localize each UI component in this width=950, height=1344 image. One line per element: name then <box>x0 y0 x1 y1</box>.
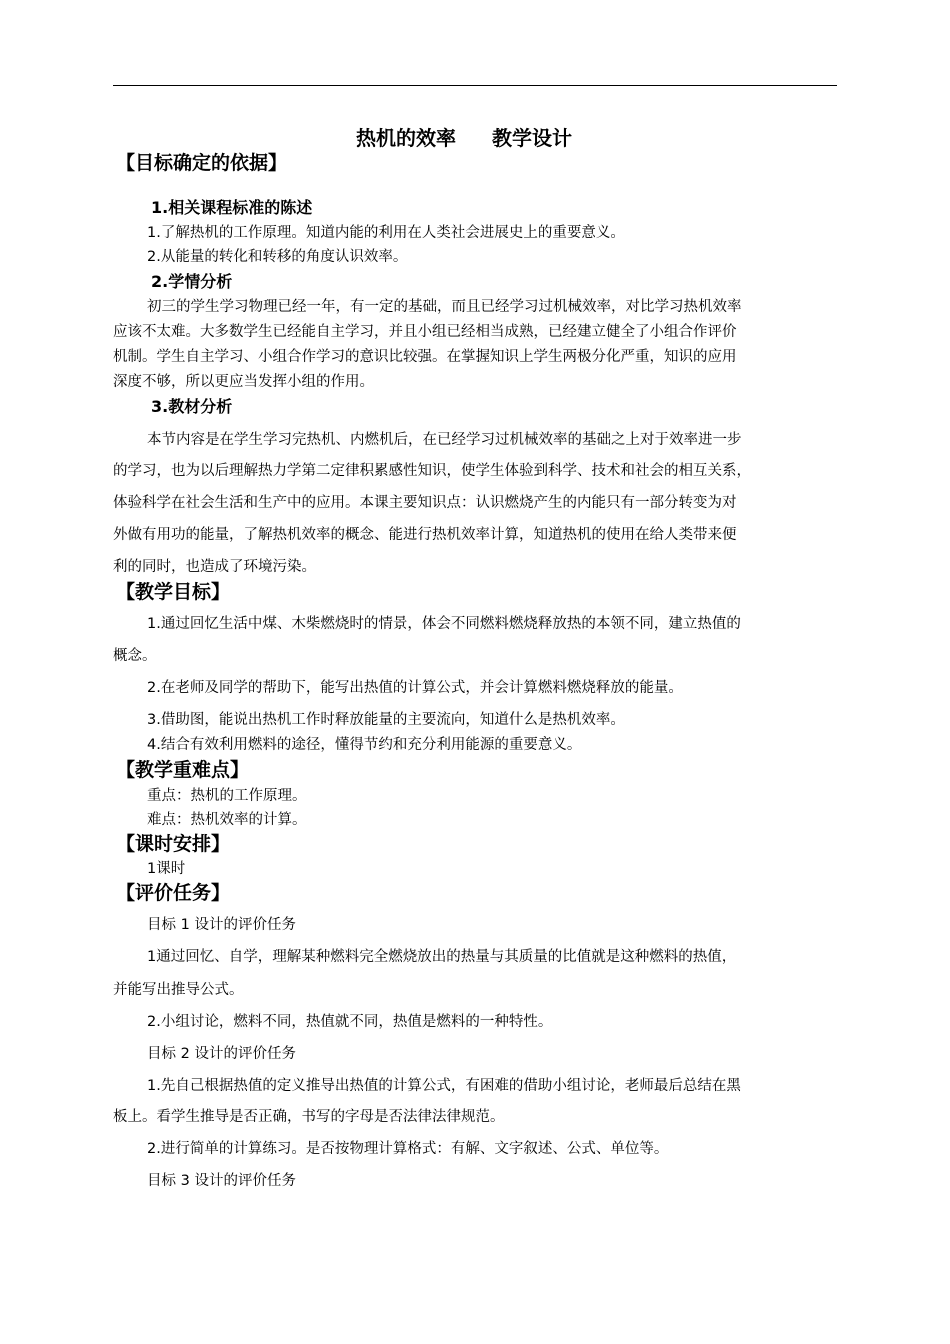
paragraph-line: 的学习，也为以后理解热力学第二定律积累感性知识，使学生体验到科学、技术和社会的相互关系， <box>113 463 751 479</box>
assessment-subheading: 目标 2 设计的评价任务 <box>147 1046 296 1062</box>
assessment-line: 板上。看学生推导是否正确，书写的字母是否法律法律规范。 <box>113 1109 505 1125</box>
paragraph-line: 本节内容是在学生学习完热机、内燃机后，在已经学习过机械效率的基础之上对于效率进一步 <box>147 432 742 448</box>
key-point-line: 重点：热机的工作原理。 <box>147 788 307 804</box>
subheading-standards: 1.相关课程标准的陈述 <box>151 198 313 217</box>
goal-line: 2.在老师及同学的帮助下，能写出热值的计算公式，并会计算燃料燃烧释放的能量。 <box>147 680 683 696</box>
standard-line: 2.从能量的转化和转移的角度认识效率。 <box>147 249 408 265</box>
schedule-line: 1课时 <box>147 861 186 877</box>
goal-line: 1.通过回忆生活中煤、木柴燃烧时的情景，体会不同燃料燃烧释放热的本领不同，建立热值的 <box>147 616 741 632</box>
paragraph-line: 外做有用功的能量，了解热机效率的概念、能进行热机效率计算，知道热机的使用在给人类带来便 <box>113 527 737 543</box>
paragraph-line: 初三的学生学习物理已经一年，有一定的基础，而且已经学习过机械效率，对比学习热机效率 <box>147 299 742 315</box>
paragraph-line: 应该不太难。大多数学生已经能自主学习，并且小组已经相当成熟，已经建立健全了小组合作评价 <box>113 324 737 340</box>
assessment-line: 2.小组讨论，燃料不同，热值就不同，热值是燃料的一种特性。 <box>147 1014 553 1030</box>
assessment-subheading: 目标 3 设计的评价任务 <box>147 1173 296 1189</box>
subheading-student-analysis: 2.学情分析 <box>151 272 233 291</box>
assessment-line: 并能写出推导公式。 <box>113 982 244 998</box>
goal-line: 4.结合有效利用燃料的途径，懂得节约和充分利用能源的重要意义。 <box>147 737 582 753</box>
section-heading-goals: 【教学目标】 <box>116 581 231 603</box>
subheading-textbook-analysis: 3.教材分析 <box>151 397 233 416</box>
paragraph-line: 深度不够，所以更应当发挥小组的作用。 <box>113 374 374 390</box>
section-heading-assessment: 【评价任务】 <box>116 882 231 904</box>
goal-line: 3.借助图，能说出热机工作时释放能量的主要流向，知道什么是热机效率。 <box>147 712 625 728</box>
section-heading-key-points: 【教学重难点】 <box>116 759 250 781</box>
section-heading-schedule: 【课时安排】 <box>116 833 231 855</box>
section-heading-basis: 【目标确定的依据】 <box>116 152 288 174</box>
paragraph-line: 机制。学生自主学习、小组合作学习的意识比较强。在掌握知识上学生两极分化严重，知识的应用 <box>113 349 737 365</box>
goal-line: 概念。 <box>113 648 157 664</box>
difficulty-line: 难点：热机效率的计算。 <box>147 812 307 828</box>
document-title: 热机的效率 教学设计 <box>356 126 572 150</box>
paragraph-line: 利的同时，也造成了环境污染。 <box>113 559 316 575</box>
standard-line: 1.了解热机的工作原理。知道内能的利用在人类社会进展史上的重要意义。 <box>147 225 625 241</box>
assessment-line: 2.进行简单的计算练习。是否按物理计算格式：有解、文字叙述、公式、单位等。 <box>147 1141 669 1157</box>
header-rule <box>113 85 837 86</box>
paragraph-line: 体验科学在社会生活和生产中的应用。本课主要知识点：认识燃烧产生的内能只有一部分转变为对 <box>113 495 737 511</box>
assessment-line: 1通过回忆、自学，理解某种燃料完全燃烧放出的热量与其质量的比值就是这种燃料的热值， <box>147 949 737 965</box>
assessment-subheading: 目标 1 设计的评价任务 <box>147 917 296 933</box>
assessment-line: 1.先自己根据热值的定义推导出热值的计算公式，有困难的借助小组讨论，老师最后总结在黑 <box>147 1078 741 1094</box>
